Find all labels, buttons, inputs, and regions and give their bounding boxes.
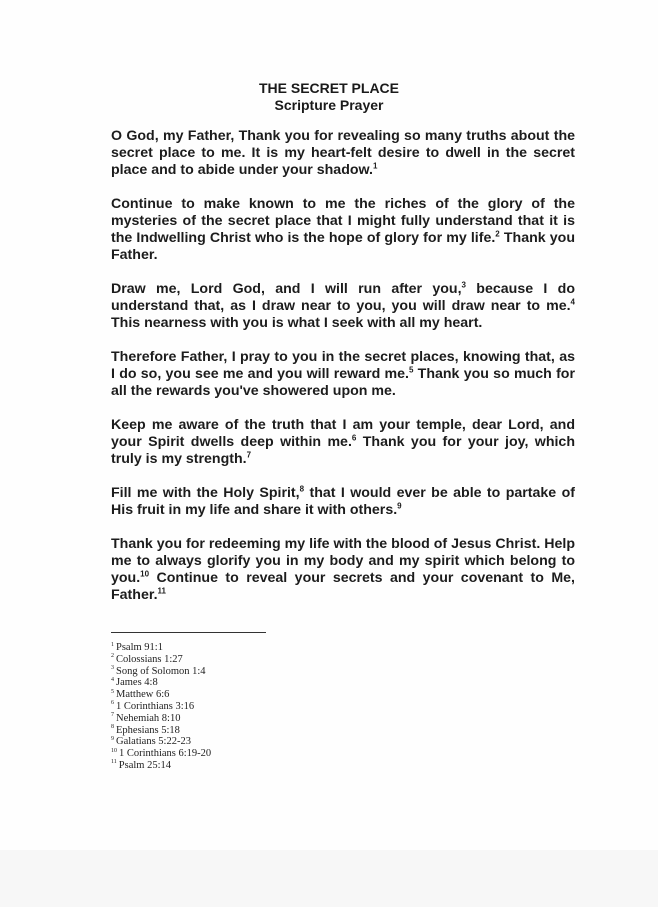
paragraph-text: that I would ever be able to partake of His fruit in my life and share it with others. (111, 485, 575, 518)
title-block (0, 80, 658, 114)
footnote-number: 5 (111, 688, 114, 695)
footnote-ref: 9 (397, 501, 402, 511)
footnote-citation: James 4:8 (116, 677, 158, 689)
footnote-citation: Colossians 1:27 (116, 653, 183, 665)
footnote-item (111, 642, 411, 654)
footnote-citation: Galatians 5:22-23 (116, 736, 191, 748)
prayer-paragraph (111, 536, 575, 604)
prayer-paragraph (111, 349, 575, 400)
footnote-number: 7 (111, 712, 114, 719)
footnote-citation: Nehemiah 8:10 (116, 712, 181, 724)
footnote-item (111, 760, 411, 772)
footnote-number: 10 (111, 747, 117, 754)
paragraph-text: Thank you for redeeming my life with the blood of Jesus Christ. Help me to always glorify you in my body and my spirit which belong to you. (111, 536, 575, 586)
prayer-paragraph (111, 196, 575, 264)
footnote-number: 2 (111, 653, 114, 660)
footnote-number: 8 (111, 724, 114, 731)
paragraph-text: because I do understand that, as I draw near to you, you will draw near to me. (111, 281, 575, 314)
paragraph-text: O God, my Father, Thank you for revealing so many truths about the secret place to me. It is my heart-felt desire to dwell in the secret place and to abide under your shadow. (111, 128, 575, 178)
footnote-ref: 6 (351, 433, 357, 443)
footnote-ref: 7 (246, 450, 252, 460)
footnote-number: 9 (111, 735, 114, 742)
footnote-number: 11 (111, 759, 117, 766)
paragraph-text: Draw me, Lord God, and I will run after you, (111, 281, 462, 297)
footnote-number: 3 (111, 665, 114, 672)
footnote-citation: 1 Corinthians 3:16 (116, 700, 195, 712)
footnote-item (111, 701, 411, 713)
paragraph-text: Keep me aware of the truth that I am your temple, dear Lord, and your Spirit dwells deep within me. (111, 417, 575, 450)
footnote-list (111, 642, 411, 772)
footnote-item (111, 736, 411, 748)
footnote-number: 1 (111, 641, 114, 648)
footnote-divider (111, 632, 266, 633)
footnote-ref: 11 (157, 586, 166, 596)
footnote-ref: 4 (570, 297, 575, 307)
footnote-item (111, 666, 411, 678)
paragraph-text: Thank you so much for all the rewards you've showered upon me. (111, 366, 575, 399)
footnote-ref: 8 (299, 484, 305, 494)
paragraph-text: Continue to make known to me the riches of the glory of the mysteries of the secret place that I might fully understand that it is the Indwelling Christ who is the hope of glory for my life. (111, 196, 575, 246)
prayer-body (111, 128, 575, 621)
footnote-citation: Song of Solomon 1:4 (116, 665, 206, 677)
document-title: THE SECRET PLACE (258, 80, 399, 96)
footnote-item (111, 689, 411, 701)
footnote-citation: Ephesians 5:18 (116, 724, 180, 736)
paragraph-text: Continue to reveal your secrets and your covenant to Me, Father. (111, 570, 575, 603)
footnote-number: 6 (111, 700, 114, 707)
footnote-ref: 2 (495, 229, 500, 239)
footnote-ref: 10 (140, 569, 150, 579)
footnote-item (111, 654, 411, 666)
footnote-citation: Psalm 91:1 (116, 642, 163, 653)
footnote-ref: 5 (408, 365, 414, 375)
scan-bottom-edge (0, 850, 658, 907)
footnote-item (111, 677, 411, 689)
document-subtitle: Scripture Prayer (274, 97, 384, 113)
paragraph-text: Thank you for your joy, which truly is my strength. (111, 434, 575, 467)
footnote-ref: 1 (372, 161, 378, 171)
footnote-ref: 3 (461, 280, 466, 290)
paragraph-text: Fill me with the Holy Spirit, (111, 485, 300, 501)
footnote-item (111, 748, 411, 760)
prayer-paragraph (111, 485, 575, 519)
footnote-item (111, 725, 411, 737)
prayer-paragraph (111, 281, 575, 332)
prayer-paragraph (111, 128, 575, 179)
paragraph-text: This nearness with you is what I seek with all my heart. (111, 315, 483, 331)
footnote-citation: Psalm 25:14 (118, 759, 171, 771)
paragraph-text: Thank you Father. (111, 230, 575, 263)
footnote-number: 4 (111, 676, 114, 683)
footnote-citation: Matthew 6:6 (116, 689, 170, 701)
paragraph-text: Therefore Father, I pray to you in the secret places, knowing that, as I do so, you see me and you will reward me. (111, 349, 575, 382)
footnote-item (111, 713, 411, 725)
footnote-citation: 1 Corinthians 6:19-20 (119, 748, 212, 760)
prayer-paragraph (111, 417, 575, 468)
